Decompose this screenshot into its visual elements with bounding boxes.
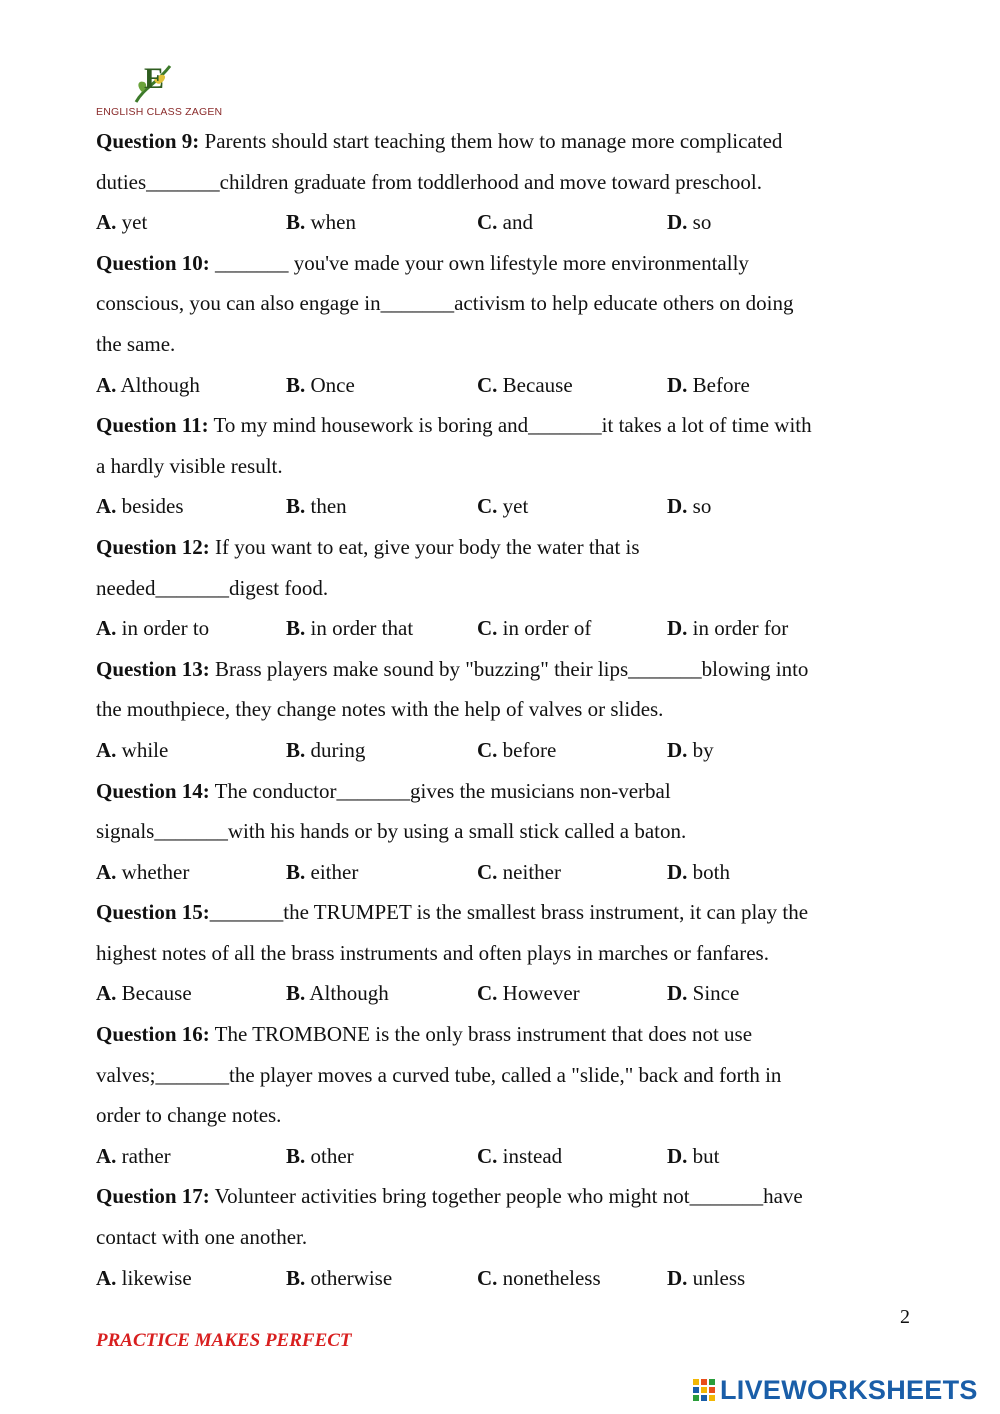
- options-row: [96, 608, 911, 649]
- option-c[interactable]: C. and: [477, 210, 533, 235]
- question-15: [96, 892, 911, 1014]
- options-row: [96, 730, 911, 771]
- option-a[interactable]: A. besides: [96, 494, 184, 519]
- option-a[interactable]: A. rather: [96, 1143, 171, 1168]
- question-number: Question 14:: [96, 778, 210, 803]
- question-text: The conductor_______gives the musicians non-verbal: [209, 778, 671, 803]
- option-a[interactable]: A. Because: [96, 981, 192, 1006]
- option-b[interactable]: B. in order that: [286, 616, 414, 641]
- option-c[interactable]: C. Because: [477, 372, 573, 397]
- question-text: conscious, you can also engage in_______activism to help educate others on doing: [96, 291, 794, 316]
- logo: [96, 58, 223, 120]
- question-number: Question 16:: [96, 1022, 210, 1047]
- option-b[interactable]: B. then: [286, 494, 347, 519]
- question-text: highest notes of all the brass instruments and often plays in marches or fanfares.: [96, 940, 769, 965]
- option-b[interactable]: B. when: [286, 210, 357, 235]
- option-c[interactable]: C. nonetheless: [477, 1265, 601, 1290]
- question-text: To my mind housework is boring and_______it takes a lot of time with: [208, 413, 812, 438]
- option-c[interactable]: C. before: [477, 737, 557, 762]
- option-a[interactable]: A. in order to: [96, 616, 210, 641]
- logo-text: ENGLISH CLASS ZAGEN: [96, 106, 223, 118]
- option-d[interactable]: D. but: [667, 1143, 720, 1168]
- option-d[interactable]: D. unless: [667, 1265, 746, 1290]
- page-number: 2: [900, 1306, 910, 1328]
- question-number: Question 13:: [96, 656, 210, 681]
- logo-letter: E: [144, 62, 165, 95]
- option-c[interactable]: C. instead: [477, 1143, 563, 1168]
- options-row: [96, 365, 911, 406]
- question-16: [96, 1014, 911, 1176]
- options-row: [96, 973, 911, 1014]
- question-number: Question 11:: [96, 413, 209, 438]
- question-text: If you want to eat, give your body the water that is: [209, 534, 640, 559]
- question-text: signals_______with his hands or by using a small stick called a baton.: [96, 819, 687, 844]
- brand-text: LIVEWORKSHEETS: [720, 1374, 978, 1405]
- option-c[interactable]: C. in order of: [477, 616, 592, 641]
- options-row: [96, 202, 911, 243]
- option-b[interactable]: B. during: [286, 737, 366, 762]
- options-row: [96, 1136, 911, 1177]
- question-number: Question 9:: [96, 129, 200, 153]
- option-d[interactable]: D. Since: [667, 981, 740, 1006]
- option-b[interactable]: B. other: [286, 1143, 354, 1168]
- option-c[interactable]: C. neither: [477, 859, 561, 884]
- question-number: Question 17:: [96, 1184, 210, 1209]
- option-d[interactable]: D. so: [667, 494, 712, 519]
- question-11: [96, 405, 911, 527]
- footer-motto: PRACTICE MAKES PERFECT: [96, 1330, 352, 1351]
- option-d[interactable]: D. in order for: [667, 616, 789, 641]
- question-text: needed_______digest food.: [96, 575, 329, 600]
- logo-emblem-icon: [130, 58, 178, 108]
- question-text: Brass players make sound by "buzzing" their lips_______blowing into: [209, 656, 809, 681]
- question-number: Question 15:: [96, 900, 210, 925]
- question-text: _______the TRUMPET is the smallest brass instrument, it can play the: [209, 900, 809, 925]
- question-text: the same.: [96, 331, 176, 356]
- option-d[interactable]: D. by: [667, 737, 714, 762]
- question-10: [96, 243, 911, 405]
- option-a[interactable]: A. Although: [96, 372, 200, 397]
- option-a[interactable]: A. whether: [96, 859, 190, 884]
- option-b[interactable]: B. otherwise: [286, 1265, 393, 1290]
- option-d[interactable]: D. so: [667, 210, 712, 235]
- question-12: [96, 527, 911, 649]
- liveworksheets-brand[interactable]: [692, 1373, 978, 1407]
- question-14: [96, 771, 911, 893]
- option-a[interactable]: A. likewise: [96, 1265, 192, 1290]
- question-9: [96, 121, 911, 243]
- option-c[interactable]: C. However: [477, 981, 580, 1006]
- options-row: [96, 1258, 911, 1299]
- question-text: contact with one another.: [96, 1225, 308, 1250]
- liveworksheets-logo-icon: [692, 1377, 718, 1403]
- option-d[interactable]: D. Before: [667, 372, 750, 397]
- questions-list: [96, 121, 911, 1298]
- question-text: order to change notes.: [96, 1103, 282, 1128]
- question-text: The TROMBONE is the only brass instrument that does not use: [209, 1022, 753, 1047]
- option-a[interactable]: A. while: [96, 737, 169, 762]
- options-row: [96, 486, 911, 527]
- option-c[interactable]: C. yet: [477, 494, 529, 519]
- question-text: a hardly visible result.: [96, 453, 283, 478]
- options-row: [96, 852, 911, 893]
- option-b[interactable]: B. either: [286, 859, 359, 884]
- question-number: Question 10:: [96, 250, 210, 275]
- option-b[interactable]: B. Once: [286, 372, 355, 397]
- question-text: the mouthpiece, they change notes with the help of valves or slides.: [96, 697, 664, 722]
- question-17: [96, 1176, 911, 1298]
- option-d[interactable]: D. both: [667, 859, 731, 884]
- option-b[interactable]: B. Although: [286, 981, 389, 1006]
- question-text: valves;_______the player moves a curved tube, called a "slide," back and forth in: [96, 1062, 782, 1087]
- question-text: Volunteer activities bring together people who might not_______have: [209, 1184, 803, 1209]
- question-number: Question 12:: [96, 534, 210, 559]
- question-13: [96, 649, 911, 771]
- option-a[interactable]: A. yet: [96, 210, 148, 235]
- question-text: duties_______children graduate from toddlerhood and move toward preschool.: [96, 169, 762, 194]
- question-text: _______ you've made your own lifestyle more environmentally: [209, 250, 749, 275]
- question-text: Parents should start teaching them how to manage more complicated: [199, 129, 783, 153]
